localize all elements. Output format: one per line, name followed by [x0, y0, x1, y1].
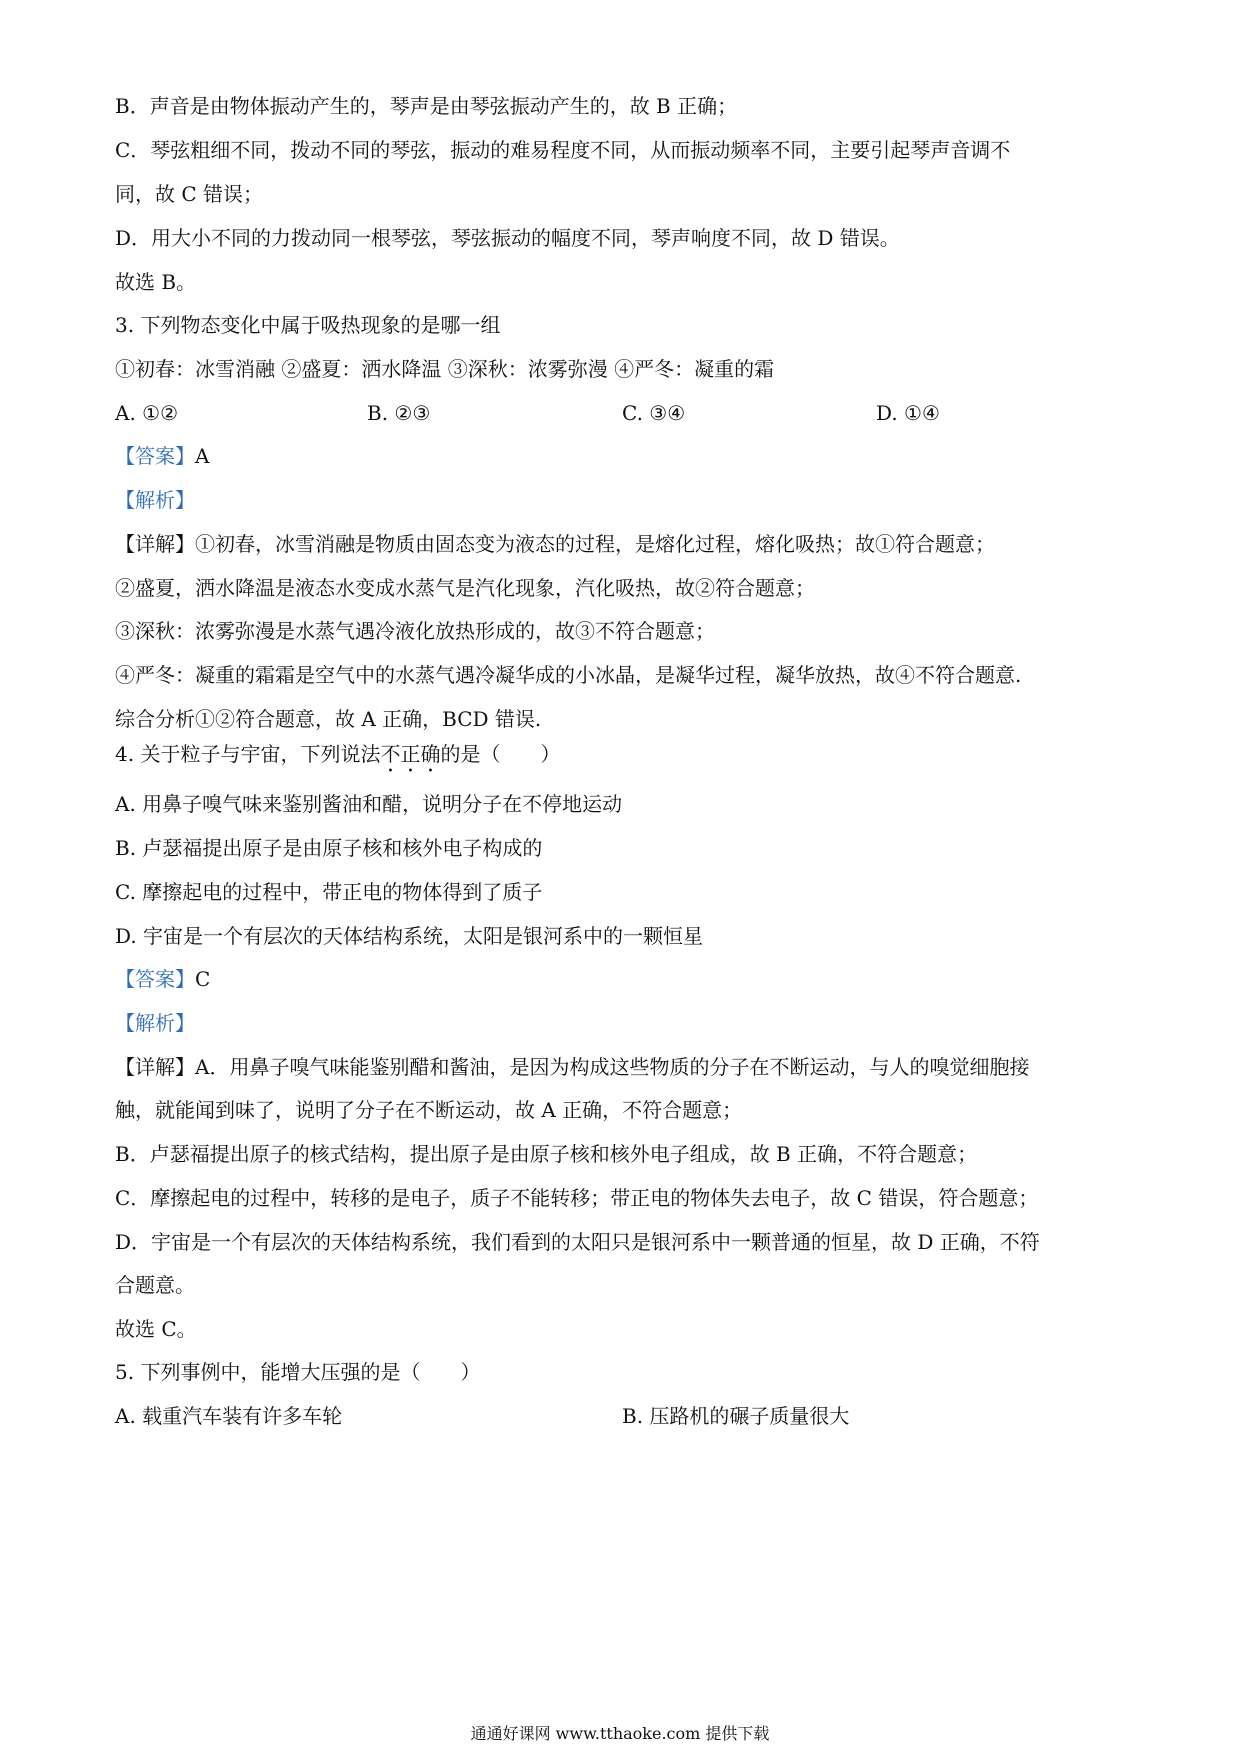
- q5-option-b: B. 压路机的碾子质量很大: [622, 1404, 850, 1428]
- q4-detail-5: D．宇宙是一个有层次的天体结构系统，我们看到的太阳只是银河系中一颗普通的恒星，故 D 正确，不符: [115, 1230, 1040, 1254]
- q4-analysis-heading: [115, 1009, 195, 1037]
- answer-tag: 【答案】: [115, 967, 195, 991]
- answer-tag: 【答案】: [115, 444, 195, 468]
- q2-conclusion: 故选 B。: [115, 270, 197, 294]
- q4-option-d: D. 宇宙是一个有层次的天体结构系统，太阳是银河系中的一颗恒星: [115, 924, 704, 948]
- detail-tag: 【详解】: [115, 532, 195, 556]
- q3-option-a: A. ①②: [115, 401, 179, 425]
- q3-detail-5: 综合分析①②符合题意，故 A 正确，BCD 错误.: [115, 707, 542, 731]
- q4-stem: [115, 740, 560, 777]
- q4-conclusion: 故选 C。: [115, 1317, 197, 1341]
- q4-detail-1: [115, 1053, 1029, 1081]
- q4-answer: [115, 965, 210, 993]
- q4-option-a: A. 用鼻子嗅气味来鉴别酱油和醋，说明分子在不停地运动: [115, 792, 623, 816]
- detail-tag: 【详解】: [115, 1055, 195, 1079]
- q2-explanation-c-line1: C．琴弦粗细不同，拨动不同的琴弦，振动的难易程度不同，从而振动频率不同，主要引起琴声音调不: [115, 138, 1011, 162]
- q3-detail-3: ③深秋：浓雾弥漫是水蒸气遇冷液化放热形成的，故③不符合题意；: [115, 619, 715, 643]
- q2-explanation-b: B．声音是由物体振动产生的，琴声是由琴弦振动产生的，故 B 正确；: [115, 94, 738, 118]
- q3-analysis-heading: [115, 486, 195, 514]
- q5-option-a: A. 载重汽车装有许多车轮: [115, 1404, 343, 1428]
- answer-value: A: [195, 444, 210, 468]
- q3-detail-1: [115, 530, 995, 558]
- answer-value: C: [195, 967, 211, 991]
- q3-stem: 3. 下列物态变化中属于吸热现象的是哪一组: [115, 313, 501, 337]
- q4-detail-2: 触，就能闻到味了，说明了分子在不断运动，故 A 正确，不符合题意；: [115, 1098, 743, 1122]
- q3-option-c: C. ③④: [622, 401, 686, 425]
- q3-items: ①初春：冰雪消融 ②盛夏：洒水降温 ③深秋：浓雾弥漫 ④严冬：凝重的霜: [115, 357, 775, 381]
- q4-option-c: C. 摩擦起电的过程中，带正电的物体得到了质子: [115, 880, 543, 904]
- q2-explanation-d: D．用大小不同的力拨动同一根琴弦，琴弦振动的幅度不同，琴声响度不同，故 D 错误。: [115, 226, 900, 250]
- page-footer: 通通好课网 www.tthaoke.com 提供下载: [470, 1724, 770, 1743]
- q5-stem: 5. 下列事例中，能增大压强的是（ ）: [115, 1360, 481, 1384]
- q4-stem-start: 4. 关于粒子与宇宙，下列说法: [115, 742, 381, 766]
- q4-stem-end: 的是（ ）: [440, 742, 561, 766]
- q3-option-d: D. ①④: [876, 401, 940, 425]
- analysis-tag: 【解析】: [115, 1011, 195, 1035]
- q3-answer: [115, 442, 209, 470]
- q2-explanation-c-line2: 同，故 C 错误；: [115, 182, 264, 206]
- q3-option-b: B. ②③: [367, 401, 431, 425]
- q4-detail-3: B．卢瑟福提出原子的核式结构，提出原子是由原子核和核外电子组成，故 B 正确，不符合题意；: [115, 1142, 978, 1166]
- q4-detail-4: C．摩擦起电的过程中，转移的是电子，质子不能转移；带正电的物体失去电子，故 C 错误，符合题意；: [115, 1186, 1039, 1210]
- q3-detail-2: ②盛夏，洒水降温是液态水变成水蒸气是汽化现象，汽化吸热，故②符合题意；: [115, 576, 815, 600]
- q3-detail-4: ④严冬：凝重的霜霜是空气中的水蒸气遇冷凝华成的小冰晶，是凝华过程，凝华放热，故④不符合题意.: [115, 663, 1022, 687]
- q4-option-b: B. 卢瑟福提出原子是由原子核和核外电子构成的: [115, 836, 543, 860]
- detail-text: ①初春，冰雪消融是物质由固态变为液态的过程，是熔化过程，熔化吸热；故①符合题意；: [195, 532, 995, 556]
- q4-stem-emphasis: 不正确: [380, 742, 441, 766]
- analysis-tag: 【解析】: [115, 488, 195, 512]
- detail-text: A．用鼻子嗅气味能鉴别醋和酱油，是因为构成这些物质的分子在不断运动，与人的嗅觉细胞接: [195, 1055, 1030, 1079]
- q4-detail-6: 合题意。: [115, 1273, 195, 1297]
